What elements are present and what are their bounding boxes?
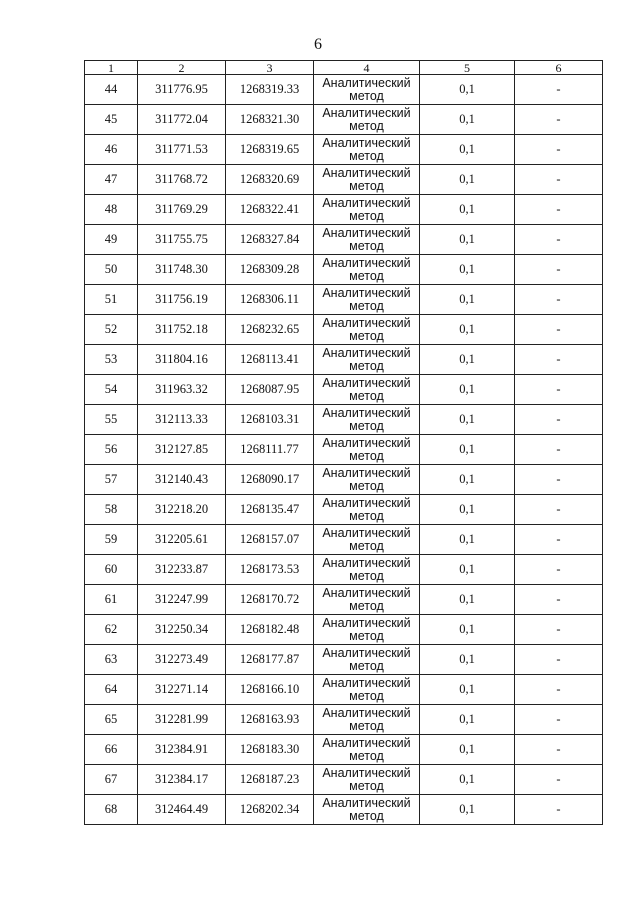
table-row bbox=[85, 165, 603, 195]
accuracy-cell: 0,1 bbox=[420, 315, 515, 345]
table-row bbox=[85, 525, 603, 555]
method-line-1: Аналитический bbox=[322, 525, 411, 540]
x-coordinate-cell: 311771.53 bbox=[138, 135, 226, 165]
y-coordinate-cell: 1268111.77 bbox=[226, 435, 314, 465]
point-number-cell: 51 bbox=[85, 285, 138, 315]
method-cell bbox=[314, 405, 420, 435]
method-line-1: Аналитический bbox=[322, 165, 411, 180]
note-cell: - bbox=[515, 795, 603, 825]
method-cell bbox=[314, 285, 420, 315]
table-row bbox=[85, 75, 603, 105]
note-cell: - bbox=[515, 75, 603, 105]
method-cell bbox=[314, 345, 420, 375]
method-cell bbox=[314, 615, 420, 645]
x-coordinate-cell: 312218.20 bbox=[138, 495, 226, 525]
note-cell: - bbox=[515, 225, 603, 255]
method-line-1: Аналитический bbox=[322, 465, 411, 480]
point-number-cell: 64 bbox=[85, 675, 138, 705]
method-line-2: метод bbox=[349, 748, 384, 763]
x-coordinate-cell: 311748.30 bbox=[138, 255, 226, 285]
method-line-2: метод bbox=[349, 238, 384, 253]
point-number-cell: 67 bbox=[85, 765, 138, 795]
method-line-2: метод bbox=[349, 508, 384, 523]
y-coordinate-cell: 1268166.10 bbox=[226, 675, 314, 705]
method-cell bbox=[314, 735, 420, 765]
accuracy-cell: 0,1 bbox=[420, 795, 515, 825]
y-coordinate-cell: 1268322.41 bbox=[226, 195, 314, 225]
accuracy-cell: 0,1 bbox=[420, 165, 515, 195]
note-cell: - bbox=[515, 315, 603, 345]
method-line-1: Аналитический bbox=[322, 135, 411, 150]
method-cell bbox=[314, 105, 420, 135]
accuracy-cell: 0,1 bbox=[420, 705, 515, 735]
method-line-1: Аналитический bbox=[322, 435, 411, 450]
x-coordinate-cell: 312273.49 bbox=[138, 645, 226, 675]
table-row bbox=[85, 405, 603, 435]
point-number-cell: 62 bbox=[85, 615, 138, 645]
method-cell bbox=[314, 375, 420, 405]
accuracy-cell: 0,1 bbox=[420, 645, 515, 675]
accuracy-cell: 0,1 bbox=[420, 135, 515, 165]
table-row bbox=[85, 315, 603, 345]
accuracy-cell: 0,1 bbox=[420, 345, 515, 375]
y-coordinate-cell: 1268321.30 bbox=[226, 105, 314, 135]
note-cell: - bbox=[515, 735, 603, 765]
method-cell bbox=[314, 555, 420, 585]
note-cell: - bbox=[515, 465, 603, 495]
accuracy-cell: 0,1 bbox=[420, 405, 515, 435]
table-row bbox=[85, 285, 603, 315]
y-coordinate-cell: 1268187.23 bbox=[226, 765, 314, 795]
point-number-cell: 46 bbox=[85, 135, 138, 165]
accuracy-cell: 0,1 bbox=[420, 765, 515, 795]
method-line-2: метод bbox=[349, 598, 384, 613]
method-line-1: Аналитический bbox=[322, 735, 411, 750]
accuracy-cell: 0,1 bbox=[420, 75, 515, 105]
note-cell: - bbox=[515, 255, 603, 285]
method-cell bbox=[314, 255, 420, 285]
method-line-1: Аналитический bbox=[322, 105, 411, 120]
y-coordinate-cell: 1268087.95 bbox=[226, 375, 314, 405]
method-cell bbox=[314, 225, 420, 255]
y-coordinate-cell: 1268090.17 bbox=[226, 465, 314, 495]
x-coordinate-cell: 311755.75 bbox=[138, 225, 226, 255]
method-cell bbox=[314, 765, 420, 795]
note-cell: - bbox=[515, 195, 603, 225]
accuracy-cell: 0,1 bbox=[420, 435, 515, 465]
note-cell: - bbox=[515, 615, 603, 645]
method-line-2: метод bbox=[349, 418, 384, 433]
method-cell bbox=[314, 435, 420, 465]
method-line-2: метод bbox=[349, 808, 384, 823]
x-coordinate-cell: 312250.34 bbox=[138, 615, 226, 645]
y-coordinate-cell: 1268183.30 bbox=[226, 735, 314, 765]
method-line-1: Аналитический bbox=[322, 795, 411, 810]
point-number-cell: 61 bbox=[85, 585, 138, 615]
method-cell bbox=[314, 135, 420, 165]
accuracy-cell: 0,1 bbox=[420, 105, 515, 135]
y-coordinate-cell: 1268113.41 bbox=[226, 345, 314, 375]
method-line-2: метод bbox=[349, 268, 384, 283]
header-cell: 5 bbox=[420, 61, 515, 75]
method-line-1: Аналитический bbox=[322, 705, 411, 720]
accuracy-cell: 0,1 bbox=[420, 465, 515, 495]
note-cell: - bbox=[515, 135, 603, 165]
x-coordinate-cell: 312127.85 bbox=[138, 435, 226, 465]
note-cell: - bbox=[515, 495, 603, 525]
note-cell: - bbox=[515, 525, 603, 555]
method-line-2: метод bbox=[349, 658, 384, 673]
accuracy-cell: 0,1 bbox=[420, 585, 515, 615]
table-row bbox=[85, 585, 603, 615]
accuracy-cell: 0,1 bbox=[420, 735, 515, 765]
accuracy-cell: 0,1 bbox=[420, 285, 515, 315]
method-cell bbox=[314, 75, 420, 105]
header-cell: 6 bbox=[515, 61, 603, 75]
table-row bbox=[85, 435, 603, 465]
table-row bbox=[85, 105, 603, 135]
accuracy-cell: 0,1 bbox=[420, 555, 515, 585]
page-number: 6 bbox=[314, 36, 322, 53]
method-line-1: Аналитический bbox=[322, 285, 411, 300]
method-line-2: метод bbox=[349, 358, 384, 373]
table-header-row bbox=[85, 61, 603, 75]
x-coordinate-cell: 312205.61 bbox=[138, 525, 226, 555]
method-line-1: Аналитический bbox=[322, 645, 411, 660]
header-cell: 4 bbox=[314, 61, 420, 75]
y-coordinate-cell: 1268135.47 bbox=[226, 495, 314, 525]
method-cell bbox=[314, 675, 420, 705]
y-coordinate-cell: 1268157.07 bbox=[226, 525, 314, 555]
table-row bbox=[85, 795, 603, 825]
method-line-2: метод bbox=[349, 718, 384, 733]
table-row bbox=[85, 135, 603, 165]
y-coordinate-cell: 1268306.11 bbox=[226, 285, 314, 315]
point-number-cell: 48 bbox=[85, 195, 138, 225]
note-cell: - bbox=[515, 405, 603, 435]
table-row bbox=[85, 675, 603, 705]
accuracy-cell: 0,1 bbox=[420, 195, 515, 225]
method-cell bbox=[314, 645, 420, 675]
x-coordinate-cell: 311772.04 bbox=[138, 105, 226, 135]
method-line-1: Аналитический bbox=[322, 345, 411, 360]
method-line-1: Аналитический bbox=[322, 255, 411, 270]
point-number-cell: 63 bbox=[85, 645, 138, 675]
accuracy-cell: 0,1 bbox=[420, 495, 515, 525]
x-coordinate-cell: 312281.99 bbox=[138, 705, 226, 735]
accuracy-cell: 0,1 bbox=[420, 375, 515, 405]
table-row bbox=[85, 765, 603, 795]
table-row bbox=[85, 255, 603, 285]
table-row bbox=[85, 375, 603, 405]
method-line-2: метод bbox=[349, 778, 384, 793]
point-number-cell: 60 bbox=[85, 555, 138, 585]
point-number-cell: 53 bbox=[85, 345, 138, 375]
table-row bbox=[85, 735, 603, 765]
x-coordinate-cell: 311769.29 bbox=[138, 195, 226, 225]
table-row bbox=[85, 615, 603, 645]
point-number-cell: 57 bbox=[85, 465, 138, 495]
method-line-2: метод bbox=[349, 388, 384, 403]
point-number-cell: 55 bbox=[85, 405, 138, 435]
note-cell: - bbox=[515, 585, 603, 615]
method-cell bbox=[314, 795, 420, 825]
table-row bbox=[85, 225, 603, 255]
x-coordinate-cell: 312271.14 bbox=[138, 675, 226, 705]
x-coordinate-cell: 312384.91 bbox=[138, 735, 226, 765]
x-coordinate-cell: 311776.95 bbox=[138, 75, 226, 105]
y-coordinate-cell: 1268309.28 bbox=[226, 255, 314, 285]
method-cell bbox=[314, 465, 420, 495]
method-line-1: Аналитический bbox=[322, 225, 411, 240]
header-cell: 3 bbox=[226, 61, 314, 75]
coordinates-table bbox=[84, 60, 603, 825]
y-coordinate-cell: 1268232.65 bbox=[226, 315, 314, 345]
y-coordinate-cell: 1268163.93 bbox=[226, 705, 314, 735]
y-coordinate-cell: 1268202.34 bbox=[226, 795, 314, 825]
x-coordinate-cell: 311756.19 bbox=[138, 285, 226, 315]
method-line-2: метод bbox=[349, 208, 384, 223]
method-line-2: метод bbox=[349, 298, 384, 313]
method-line-2: метод bbox=[349, 478, 384, 493]
note-cell: - bbox=[515, 345, 603, 375]
point-number-cell: 59 bbox=[85, 525, 138, 555]
method-line-2: метод bbox=[349, 448, 384, 463]
method-line-1: Аналитический bbox=[322, 375, 411, 390]
method-cell bbox=[314, 585, 420, 615]
method-cell bbox=[314, 705, 420, 735]
method-line-1: Аналитический bbox=[322, 555, 411, 570]
point-number-cell: 49 bbox=[85, 225, 138, 255]
point-number-cell: 44 bbox=[85, 75, 138, 105]
x-coordinate-cell: 312384.17 bbox=[138, 765, 226, 795]
note-cell: - bbox=[515, 765, 603, 795]
accuracy-cell: 0,1 bbox=[420, 255, 515, 285]
point-number-cell: 56 bbox=[85, 435, 138, 465]
note-cell: - bbox=[515, 705, 603, 735]
accuracy-cell: 0,1 bbox=[420, 675, 515, 705]
y-coordinate-cell: 1268320.69 bbox=[226, 165, 314, 195]
method-line-2: метод bbox=[349, 178, 384, 193]
method-line-1: Аналитический bbox=[322, 615, 411, 630]
method-line-2: метод bbox=[349, 118, 384, 133]
method-line-2: метод bbox=[349, 688, 384, 703]
method-line-1: Аналитический bbox=[322, 75, 411, 90]
method-cell bbox=[314, 165, 420, 195]
point-number-cell: 54 bbox=[85, 375, 138, 405]
table-row bbox=[85, 195, 603, 225]
x-coordinate-cell: 311963.32 bbox=[138, 375, 226, 405]
table-row bbox=[85, 645, 603, 675]
y-coordinate-cell: 1268177.87 bbox=[226, 645, 314, 675]
y-coordinate-cell: 1268319.65 bbox=[226, 135, 314, 165]
y-coordinate-cell: 1268173.53 bbox=[226, 555, 314, 585]
note-cell: - bbox=[515, 285, 603, 315]
y-coordinate-cell: 1268182.48 bbox=[226, 615, 314, 645]
table-row bbox=[85, 705, 603, 735]
point-number-cell: 47 bbox=[85, 165, 138, 195]
point-number-cell: 58 bbox=[85, 495, 138, 525]
x-coordinate-cell: 312464.49 bbox=[138, 795, 226, 825]
method-cell bbox=[314, 195, 420, 225]
method-line-2: метод bbox=[349, 88, 384, 103]
method-line-2: метод bbox=[349, 148, 384, 163]
method-line-2: метод bbox=[349, 628, 384, 643]
accuracy-cell: 0,1 bbox=[420, 525, 515, 555]
method-line-1: Аналитический bbox=[322, 495, 411, 510]
method-line-1: Аналитический bbox=[322, 675, 411, 690]
y-coordinate-cell: 1268327.84 bbox=[226, 225, 314, 255]
note-cell: - bbox=[515, 675, 603, 705]
point-number-cell: 45 bbox=[85, 105, 138, 135]
method-cell bbox=[314, 495, 420, 525]
method-line-1: Аналитический bbox=[322, 195, 411, 210]
table-row bbox=[85, 495, 603, 525]
point-number-cell: 50 bbox=[85, 255, 138, 285]
x-coordinate-cell: 312140.43 bbox=[138, 465, 226, 495]
note-cell: - bbox=[515, 165, 603, 195]
note-cell: - bbox=[515, 555, 603, 585]
point-number-cell: 66 bbox=[85, 735, 138, 765]
method-cell bbox=[314, 315, 420, 345]
method-line-1: Аналитический bbox=[322, 405, 411, 420]
note-cell: - bbox=[515, 105, 603, 135]
note-cell: - bbox=[515, 375, 603, 405]
x-coordinate-cell: 311804.16 bbox=[138, 345, 226, 375]
table-row bbox=[85, 555, 603, 585]
table-row bbox=[85, 465, 603, 495]
method-line-2: метод bbox=[349, 538, 384, 553]
x-coordinate-cell: 311768.72 bbox=[138, 165, 226, 195]
method-line-1: Аналитический bbox=[322, 585, 411, 600]
point-number-cell: 68 bbox=[85, 795, 138, 825]
y-coordinate-cell: 1268319.33 bbox=[226, 75, 314, 105]
y-coordinate-cell: 1268170.72 bbox=[226, 585, 314, 615]
note-cell: - bbox=[515, 435, 603, 465]
header-cell: 1 bbox=[85, 61, 138, 75]
point-number-cell: 52 bbox=[85, 315, 138, 345]
method-line-2: метод bbox=[349, 568, 384, 583]
x-coordinate-cell: 311752.18 bbox=[138, 315, 226, 345]
x-coordinate-cell: 312233.87 bbox=[138, 555, 226, 585]
x-coordinate-cell: 312247.99 bbox=[138, 585, 226, 615]
y-coordinate-cell: 1268103.31 bbox=[226, 405, 314, 435]
method-cell bbox=[314, 525, 420, 555]
accuracy-cell: 0,1 bbox=[420, 615, 515, 645]
table-row bbox=[85, 345, 603, 375]
note-cell: - bbox=[515, 645, 603, 675]
header-cell: 2 bbox=[138, 61, 226, 75]
method-line-2: метод bbox=[349, 328, 384, 343]
point-number-cell: 65 bbox=[85, 705, 138, 735]
table-body bbox=[85, 61, 603, 825]
x-coordinate-cell: 312113.33 bbox=[138, 405, 226, 435]
method-line-1: Аналитический bbox=[322, 315, 411, 330]
method-line-1: Аналитический bbox=[322, 765, 411, 780]
accuracy-cell: 0,1 bbox=[420, 225, 515, 255]
